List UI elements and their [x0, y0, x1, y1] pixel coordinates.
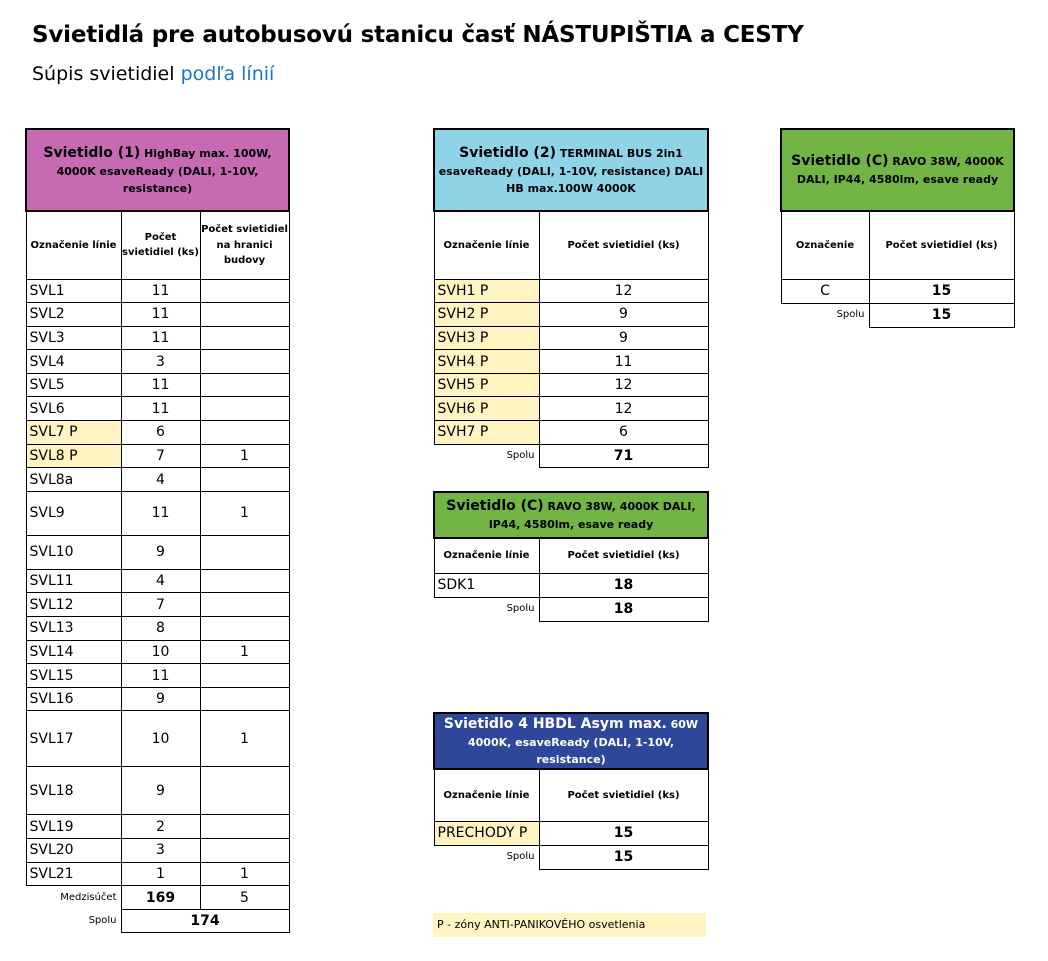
line-label: SVL9: [26, 491, 121, 535]
border-count-cell: [200, 569, 289, 593]
line-label: SDK1: [434, 573, 539, 597]
line-label: C: [781, 279, 869, 303]
border-count-cell: [200, 350, 289, 374]
subtitle-highlight: podľa línií: [180, 63, 275, 85]
subtotal-count: 169: [121, 886, 200, 910]
count-cell: 11: [121, 397, 200, 421]
table-svietidlo-4: [433, 712, 709, 870]
column-header-count: Počet svietidiel (ks): [539, 538, 708, 573]
table-svietidlo-c-right: [780, 128, 1015, 328]
table-svietidlo-2: [433, 128, 709, 468]
line-label: SVH2 P: [434, 303, 539, 327]
subtotal-border: 5: [200, 886, 289, 910]
total-value: 15: [539, 845, 708, 869]
count-cell: 7: [121, 444, 200, 468]
table-row: [26, 711, 289, 767]
column-header-count: Počet svietidiel (ks): [539, 211, 708, 279]
border-count-cell: [200, 535, 289, 569]
line-label: SVL12: [26, 593, 121, 617]
line-label: SVL5: [26, 373, 121, 397]
line-label: SVL8a: [26, 468, 121, 492]
page-title: Svietidlá pre autobusovú stanicu časť NÁSTUPIŠTIA a CESTY: [32, 22, 804, 48]
table-row: [434, 845, 708, 869]
subtitle-text: Súpis svietidiel: [32, 63, 181, 85]
column-header-label: Označenie: [781, 211, 869, 279]
border-count-cell: [200, 839, 289, 863]
table-row: [434, 597, 708, 621]
line-label: SVH4 P: [434, 350, 539, 374]
total-value: 174: [121, 910, 289, 933]
table-row: [26, 373, 289, 397]
line-label: SVH1 P: [434, 279, 539, 303]
line-label: SVL11: [26, 569, 121, 593]
count-cell: 15: [539, 821, 708, 845]
count-cell: 4: [121, 569, 200, 593]
table-row: [26, 617, 289, 641]
count-cell: 11: [121, 491, 200, 535]
line-label: SVL18: [26, 767, 121, 815]
table-row: [26, 535, 289, 569]
table-5-header: [434, 713, 708, 769]
count-cell: 11: [121, 326, 200, 350]
table-row: [26, 640, 289, 664]
table-row: [434, 350, 708, 374]
border-count-cell: 1: [200, 862, 289, 886]
table-row: [26, 468, 289, 492]
border-count-cell: [200, 664, 289, 688]
table-1-header: [26, 129, 289, 211]
table-row: [26, 326, 289, 350]
count-cell: 15: [869, 279, 1014, 303]
table-row: [434, 397, 708, 421]
count-cell: 9: [539, 326, 708, 350]
border-count-cell: [200, 303, 289, 327]
table-row: [26, 397, 289, 421]
line-label: SVL8 P: [26, 444, 121, 468]
count-cell: 7: [121, 593, 200, 617]
count-cell: 9: [121, 687, 200, 711]
count-cell: 3: [121, 839, 200, 863]
table-row: [26, 303, 289, 327]
header-title: Svietidlo (C): [446, 498, 544, 515]
table-row: [434, 326, 708, 350]
line-label: SVL1: [26, 279, 121, 303]
line-label: SVL10: [26, 535, 121, 569]
header-desc: RAVO 38W, 4000K DALI, IP44, 4580lm, esave ready: [796, 155, 1004, 187]
count-cell: 6: [539, 421, 708, 445]
column-header-count: Počet svietidiel (ks): [121, 211, 200, 279]
border-count-cell: [200, 617, 289, 641]
count-cell: 9: [539, 303, 708, 327]
border-count-cell: 1: [200, 711, 289, 767]
table-4-header: [434, 492, 708, 538]
count-cell: 2: [121, 815, 200, 839]
border-count-cell: [200, 279, 289, 303]
column-header-line: Označenie línie: [434, 211, 539, 279]
page-subtitle: [32, 63, 274, 85]
header-title: Svietidlo (C): [791, 153, 889, 170]
count-cell: 18: [539, 573, 708, 597]
header-title: Svietidlo (1): [43, 145, 141, 161]
line-label: SVL19: [26, 815, 121, 839]
total-value: 15: [869, 303, 1014, 327]
subtotal-label: Medzisúčet: [60, 891, 117, 903]
column-header-border: Počet svietidiel na hranici budovy: [200, 211, 289, 279]
count-cell: 9: [121, 535, 200, 569]
line-label: SVL6: [26, 397, 121, 421]
line-label: SVL3: [26, 326, 121, 350]
count-cell: 11: [121, 279, 200, 303]
column-header-line: Označenie línie: [26, 211, 121, 279]
border-count-cell: [200, 593, 289, 617]
count-cell: 8: [121, 617, 200, 641]
line-label: SVL14: [26, 640, 121, 664]
total-value: 18: [539, 597, 708, 621]
line-label: SVH7 P: [434, 421, 539, 445]
line-label: SVL15: [26, 664, 121, 688]
count-cell: 6: [121, 421, 200, 445]
table-svietidlo-c-middle: [433, 491, 709, 622]
count-cell: 12: [539, 279, 708, 303]
count-cell: 12: [539, 373, 708, 397]
border-count-cell: 1: [200, 640, 289, 664]
table-row: [434, 444, 708, 468]
line-label: SVH3 P: [434, 326, 539, 350]
line-label: SVL17: [26, 711, 121, 767]
border-count-cell: [200, 767, 289, 815]
border-count-cell: [200, 687, 289, 711]
table-row: [434, 421, 708, 445]
line-label: SVL2: [26, 303, 121, 327]
count-cell: 10: [121, 640, 200, 664]
count-cell: 1: [121, 862, 200, 886]
column-header-line: Označenie línie: [434, 538, 539, 573]
border-count-cell: [200, 468, 289, 492]
border-count-cell: 1: [200, 444, 289, 468]
table-row: [26, 862, 289, 886]
total-label: Spolu: [88, 915, 117, 927]
table-2-header: [434, 129, 708, 211]
table-row: [26, 839, 289, 863]
header-desc: 60W 4000K, esaveReady (DALI, 1-10V, resistance): [467, 718, 699, 766]
table-row: [26, 593, 289, 617]
count-cell: 3: [121, 350, 200, 374]
total-label: Spolu: [836, 309, 865, 321]
table-row: [781, 279, 1014, 303]
count-cell: 12: [539, 397, 708, 421]
total-label: Spolu: [506, 851, 535, 863]
table-row: [26, 491, 289, 535]
column-header-line: Označenie línie: [434, 769, 539, 821]
line-label: SVL4: [26, 350, 121, 374]
table-row: [26, 350, 289, 374]
count-cell: 9: [121, 767, 200, 815]
table-svietidlo-1: [25, 128, 290, 933]
line-label: SVL7 P: [26, 421, 121, 445]
border-count-cell: 1: [200, 491, 289, 535]
table-row: [434, 303, 708, 327]
total-label: Spolu: [506, 450, 535, 462]
count-cell: 11: [121, 664, 200, 688]
line-label: SVH6 P: [434, 397, 539, 421]
table-row: [26, 687, 289, 711]
count-cell: 11: [121, 303, 200, 327]
table-row: [26, 910, 289, 933]
count-cell: 11: [539, 350, 708, 374]
border-count-cell: [200, 397, 289, 421]
total-label: Spolu: [506, 603, 535, 615]
table-row: [26, 767, 289, 815]
column-header-count: Počet svietidiel (ks): [539, 769, 708, 821]
header-desc: RAVO 38W, 4000K DALI, IP44, 4580lm, esave ready: [488, 500, 696, 532]
total-value: 71: [539, 444, 708, 468]
line-label: SVL16: [26, 687, 121, 711]
header-desc: HighBay max. 100W, 4000K esaveReady (DALI, 1-10V, resistance): [56, 147, 272, 195]
line-label: SVL21: [26, 862, 121, 886]
legend-note: P - zóny ANTI-PANIKOVÉHO osvetlenia: [433, 913, 706, 937]
border-count-cell: [200, 421, 289, 445]
table-3-header: [781, 129, 1014, 211]
table-row: [781, 303, 1014, 327]
border-count-cell: [200, 373, 289, 397]
line-label: SVL20: [26, 839, 121, 863]
table-row: [26, 886, 289, 910]
table-row: [26, 664, 289, 688]
table-row: [26, 569, 289, 593]
line-label: SVL13: [26, 617, 121, 641]
line-label: SVH5 P: [434, 373, 539, 397]
count-cell: 10: [121, 711, 200, 767]
table-row: [26, 421, 289, 445]
table-row: [26, 444, 289, 468]
count-cell: 11: [121, 373, 200, 397]
table-row: [434, 279, 708, 303]
header-title: Svietidlo (2): [459, 145, 556, 161]
table-row: [26, 279, 289, 303]
border-count-cell: [200, 815, 289, 839]
table-row: [434, 373, 708, 397]
count-cell: 4: [121, 468, 200, 492]
line-label: PRECHODY P: [434, 821, 539, 845]
border-count-cell: [200, 326, 289, 350]
table-row: [26, 815, 289, 839]
table-row: [434, 573, 708, 597]
table-row: [434, 821, 708, 845]
header-title: Svietidlo 4 HBDL Asym max.: [443, 716, 667, 732]
column-header-count: Počet svietidiel (ks): [869, 211, 1014, 279]
header-desc: TERMINAL BUS 2in1 esaveReady (DALI, 1-10V, resistance) DALI HB max.100W 4000K: [438, 147, 704, 195]
